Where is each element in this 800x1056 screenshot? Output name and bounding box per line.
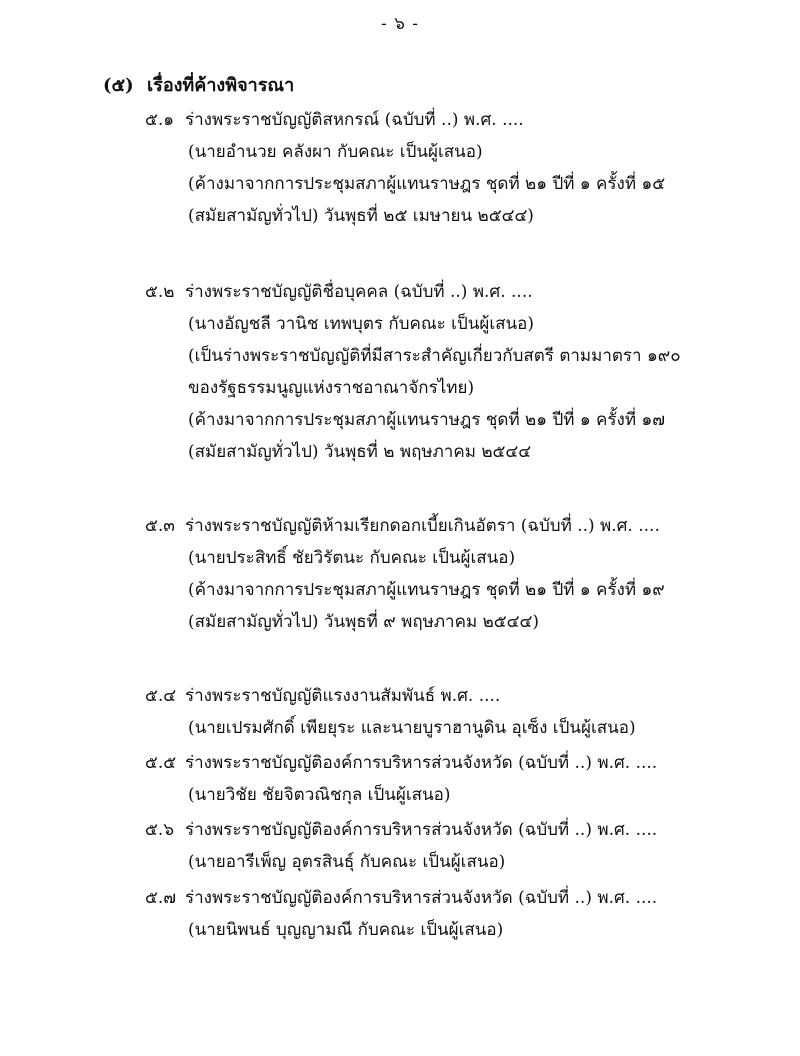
agenda-item-5-6 (145, 814, 657, 878)
section-title: เรื่องที่ค้างพิจารณา (147, 75, 295, 96)
item-title: ร่างพระราชบัญญัติชื่อบุคคล (ฉบับที่ ..) พ.ศ. .... (185, 282, 533, 302)
item-detail-line: (นายวิชัย ชัยจิตวณิชกุล เป็นผู้เสนอ) (188, 785, 451, 805)
item-heading (145, 510, 665, 542)
item-detail-line: (นายนิพนธ์ บุญญามณี กับคณะ เป็นผู้เสนอ) (188, 920, 504, 940)
section-heading (103, 70, 294, 99)
item-heading (145, 814, 657, 846)
item-detail-line: (สมัยสามัญทั่วไป) วันพุธที่ ๒ พฤษภาคม ๒๕๔๔ (188, 442, 532, 462)
section-number: (๕) (103, 75, 134, 96)
item-detail-line: (ค้างมาจากการประชุมสภาผู้แทนราษฎร ชุดที่ ๒๑ ปีที่ ๑ ครั้งที่ ๑๗ (188, 410, 666, 430)
item-number: ๕.๔ (145, 686, 177, 706)
item-number: ๕.๖ (145, 820, 175, 840)
item-heading (145, 747, 657, 779)
item-number: ๕.๒ (145, 282, 175, 302)
agenda-item-5-5 (145, 747, 657, 811)
item-detail-line: (สมัยสามัญทั่วไป) วันพุธที่ ๙ พฤษภาคม ๒๕๔๔) (188, 612, 540, 632)
item-detail-line: (สมัยสามัญทั่วไป) วันพุธที่ ๒๕ เมษายน ๒๕๔๔) (188, 206, 534, 226)
item-detail-line: (นายประสิทธิ์ ชัยวิรัตนะ กับคณะ เป็นผู้เสนอ) (188, 548, 516, 568)
agenda-item-5-4 (145, 680, 636, 744)
agenda-item-5-3 (145, 510, 665, 638)
item-number: ๕.๓ (145, 516, 175, 536)
item-number: ๕.๑ (145, 110, 175, 130)
item-detail-line: (นายอารีเพ็ญ อุตรสินธุ์ กับคณะ เป็นผู้เสนอ) (188, 852, 506, 872)
agenda-item-5-1 (145, 104, 665, 232)
item-title: ร่างพระราชบัญญัติองค์การบริหารส่วนจังหวัด (ฉบับที่ ..) พ.ศ. .... (185, 820, 658, 840)
item-heading (145, 104, 665, 136)
item-detail-line: ของรัฐธรรมนูญแห่งราชอาณาจักรไทย) (188, 378, 475, 398)
item-title: ร่างพระราชบัญญัติแรงงานสัมพันธ์ พ.ศ. .... (185, 686, 501, 706)
agenda-item-5-7 (145, 882, 657, 946)
item-heading (145, 680, 636, 712)
item-detail-line: (นายอำนวย คลังผา กับคณะ เป็นผู้เสนอ) (188, 142, 483, 162)
item-detail-line: (นายเปรมศักดิ์ เพียยุระ และนายบูราฮานูดิน อุเซ็ง เป็นผู้เสนอ) (188, 718, 636, 738)
page-number: - ๖ - (380, 14, 420, 34)
item-detail-line: (ค้างมาจากการประชุมสภาผู้แทนราษฎร ชุดที่ ๒๑ ปีที่ ๑ ครั้งที่ ๑๙ (188, 580, 665, 600)
item-number: ๕.๕ (145, 753, 177, 773)
item-title: ร่างพระราชบัญญัติองค์การบริหารส่วนจังหวัด (ฉบับที่ ..) พ.ศ. .... (185, 753, 658, 773)
item-title: ร่างพระราชบัญญัติสหกรณ์ (ฉบับที่ ..) พ.ศ. .... (185, 110, 524, 130)
item-title: ร่างพระราชบัญญัติองค์การบริหารส่วนจังหวัด (ฉบับที่ ..) พ.ศ. .... (185, 888, 658, 908)
item-heading (145, 276, 681, 308)
item-title: ร่างพระราชบัญญัติห้ามเรียกดอกเบี้ยเกินอัตรา (ฉบับที่ ..) พ.ศ. .... (185, 516, 660, 536)
item-heading (145, 882, 657, 914)
item-detail-line: (เป็นร่างพระราชบัญญัติที่มีสาระสำคัญเกี่ยวกับสตรี ตามมาตรา ๑๙๐ (188, 346, 681, 366)
agenda-item-5-2 (145, 276, 681, 468)
item-detail-line: (ค้างมาจากการประชุมสภาผู้แทนราษฎร ชุดที่ ๒๑ ปีที่ ๑ ครั้งที่ ๑๕ (188, 174, 666, 194)
item-detail-line: (นางอัญชลี วานิช เทพบุตร กับคณะ เป็นผู้เสนอ) (188, 314, 534, 334)
item-number: ๕.๗ (145, 888, 177, 908)
